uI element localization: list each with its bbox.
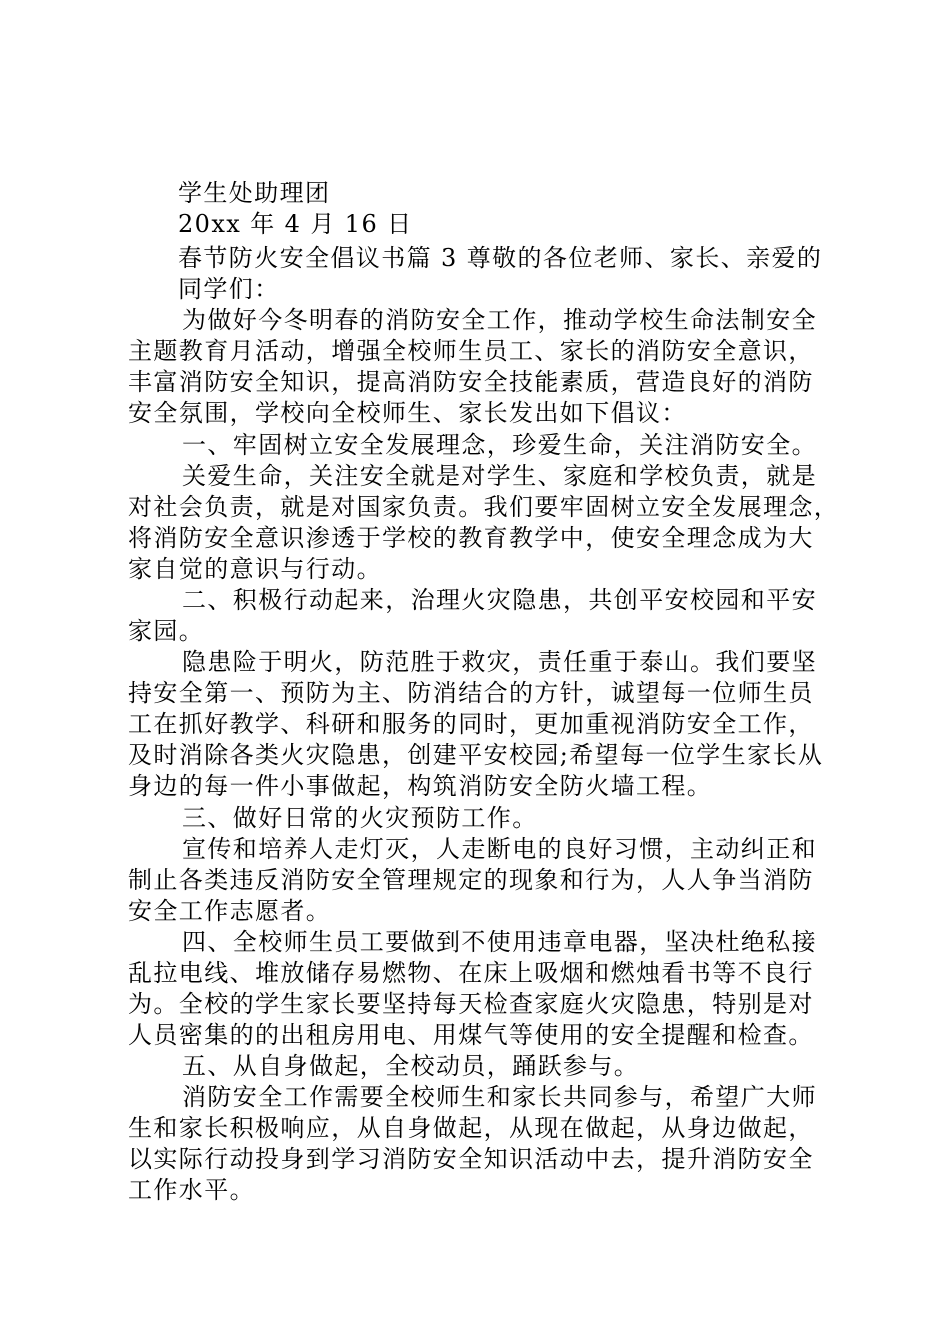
section-heading: 三、做好日常的火灾预防工作。	[182, 804, 538, 832]
paragraph-line: 关爱生命，关注安全就是对学生、家庭和学校负责，就是	[182, 462, 817, 490]
paragraph-line: 四、全校师生员工要做到不使用违章电器，坚决杜绝私接	[182, 928, 817, 956]
paragraph-line: 安全工作志愿者。	[128, 897, 332, 925]
paragraph-line: 宣传和培养人走灯灭，人走断电的良好习惯，主动纠正和	[182, 835, 817, 863]
paragraph-line: 身边的每一件小事做起，构筑消防安全防火墙工程。	[128, 772, 713, 800]
section-heading: 一、牢固树立安全发展理念，珍爱生命，关注消防安全。	[182, 431, 817, 459]
paragraph-line: 工作水平。	[128, 1176, 255, 1204]
paragraph-line: 为。全校的学生家长要坚持每天检查家庭火灾隐患，特别是对	[128, 990, 814, 1018]
paragraph-line: 持安全第一、预防为主、防消结合的方针，诚望每一位师生员	[128, 679, 814, 707]
section-heading-cont: 家园。	[128, 617, 205, 645]
paragraph-line: 家自觉的意识与行动。	[128, 555, 382, 583]
paragraph-line: 生和家长积极响应，从自身做起，从现在做起，从身边做起，	[128, 1114, 814, 1142]
paragraph-line: 以实际行动投身到学习消防安全知识活动中去，提升消防安全	[128, 1145, 814, 1173]
paragraph-line: 丰富消防安全知识，提高消防安全技能素质，营造良好的消防	[128, 368, 814, 396]
paragraph-line: 消防安全工作需要全校师生和家长共同参与，希望广大师	[182, 1083, 817, 1111]
paragraph-line: 隐患险于明火，防范胜于救灾，责任重于泰山。我们要坚	[182, 648, 817, 676]
title-line: 春节防火安全倡议书篇 3 尊敬的各位老师、家长、亲爱的	[178, 244, 823, 272]
paragraph-line: 乱拉电线、堆放储存易燃物、在床上吸烟和燃烛看书等不良行	[128, 959, 814, 987]
paragraph-line: 及时消除各类火灾隐患，创建平安校园;希望每一位学生家长从	[128, 741, 824, 769]
paragraph-line: 将消防安全意识渗透于学校的教育教学中，使安全理念成为大	[128, 524, 814, 552]
paragraph-line: 安全氛围，学校向全校师生、家长发出如下倡议：	[128, 399, 687, 427]
paragraph-line: 主题教育月活动，增强全校师生员工、家长的消防安全意识，	[128, 337, 814, 365]
signature-line: 学生处助理团	[178, 179, 331, 207]
section-heading: 二、积极行动起来，治理火灾隐患，共创平安校园和平安	[182, 586, 817, 614]
section-heading: 五、从自身做起，全校动员，踊跃参与。	[182, 1052, 640, 1080]
paragraph-line: 对社会负责，就是对国家负责。我们要牢固树立安全发展理念，	[128, 493, 840, 521]
salutation-line: 同学们：	[178, 275, 280, 303]
paragraph-line: 制止各类违反消防安全管理规定的现象和行为，人人争当消防	[128, 866, 814, 894]
paragraph-line: 为做好今冬明春的消防安全工作，推动学校生命法制安全	[182, 306, 817, 334]
date-line: 20xx 年 4 月 16 日	[178, 210, 413, 238]
paragraph-line: 人员密集的的出租房用电、用煤气等使用的安全提醒和检查。	[128, 1021, 814, 1049]
paragraph-line: 工在抓好教学、科研和服务的同时，更加重视消防安全工作，	[128, 710, 814, 738]
